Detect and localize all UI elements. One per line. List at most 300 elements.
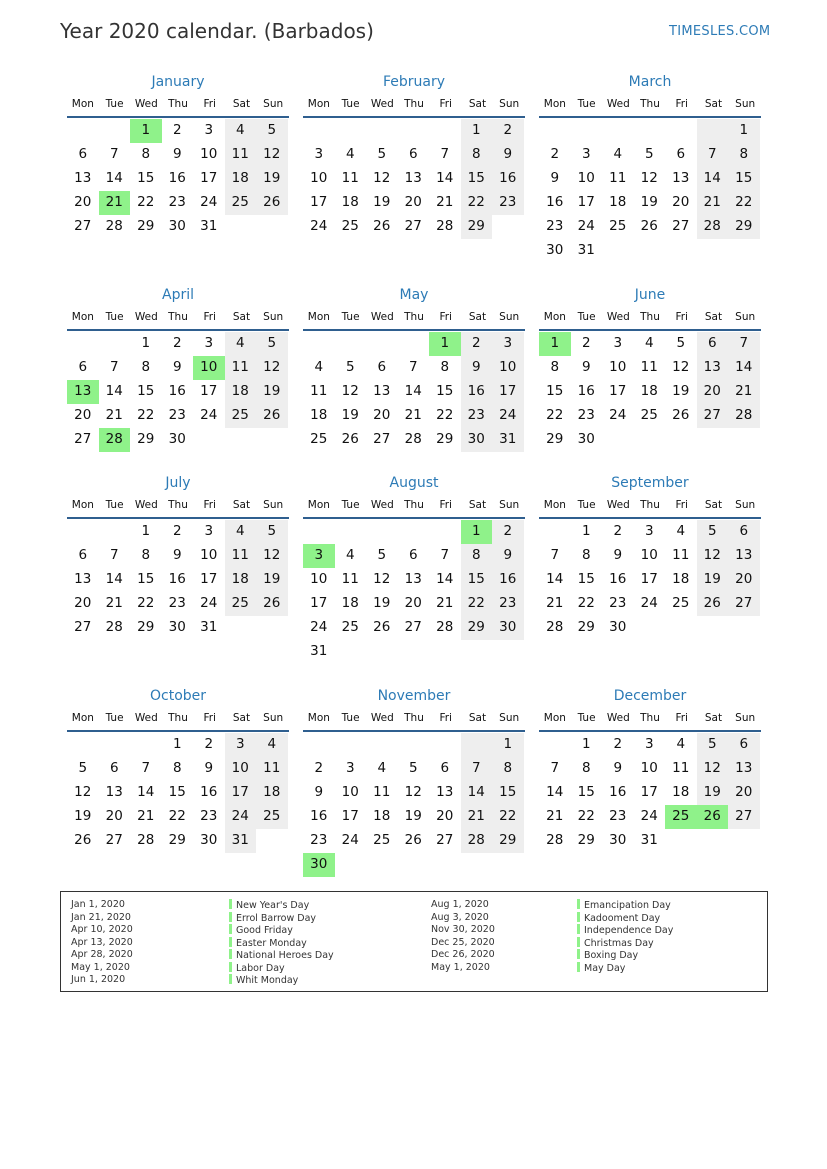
day-cell: 19 [672, 383, 690, 399]
weekday-label: Sat [232, 98, 251, 110]
legend-left-names [229, 899, 334, 987]
month-name: June [634, 287, 666, 303]
weekend-day: 18 [225, 380, 257, 404]
day-cell: 24 [310, 619, 328, 635]
weekday-label: Thu [404, 98, 424, 110]
day-cell: 6 [78, 146, 88, 162]
weekend-day: 4 [225, 332, 257, 356]
empty-cell [366, 520, 398, 544]
weekend-day: 28 [461, 829, 493, 853]
weekend-day: 18 [225, 167, 257, 191]
day-cell: 8 [550, 359, 560, 375]
day-cell: 10 [640, 760, 658, 776]
weekend-day: 1 [492, 733, 524, 757]
day-grid [67, 119, 289, 239]
day-cell: 9 [172, 547, 182, 563]
day-cell: 29 [436, 431, 454, 447]
holiday-marker-icon [229, 899, 232, 909]
day-cell: 3 [644, 523, 654, 539]
legend-entry: National Heroes Day [229, 949, 334, 962]
legend-right-dates [431, 899, 495, 974]
weekend-day: 19 [256, 167, 288, 191]
legend-entry: Dec 25, 2020 [431, 936, 495, 948]
month-name: October [149, 688, 207, 704]
holiday-marker-icon [229, 912, 232, 922]
weekday-header [539, 309, 761, 331]
day-cell: 24 [200, 595, 218, 611]
empty-cell [571, 119, 603, 143]
day-grid [539, 332, 761, 452]
weekday-label: Mon [543, 499, 566, 511]
weekend-day: 29 [461, 215, 493, 239]
day-cell: 4 [676, 523, 686, 539]
weekend-day: 13 [728, 544, 760, 568]
day-cell: 7 [550, 760, 560, 776]
day-cell: 24 [200, 407, 218, 423]
day-cell: 3 [644, 736, 654, 752]
day-cell: 13 [672, 170, 690, 186]
day-cell: 13 [74, 571, 92, 587]
weekday-label: Sat [704, 712, 723, 724]
day-cell: 18 [672, 784, 690, 800]
weekend-day: 22 [728, 191, 760, 215]
weekday-header [303, 96, 525, 118]
empty-cell [67, 520, 99, 544]
weekend-day: 11 [225, 143, 257, 167]
empty-cell [429, 520, 461, 544]
legend-entry: Aug 3, 2020 [431, 911, 489, 923]
day-cell: 13 [404, 571, 422, 587]
weekday-label: Wed [134, 98, 158, 110]
day-cell: 18 [310, 407, 328, 423]
month-may [303, 285, 525, 452]
weekday-label: Sun [263, 98, 284, 110]
legend-entry: Kadooment Day [577, 912, 673, 925]
weekday-label: Thu [404, 311, 424, 323]
day-cell: 24 [640, 595, 658, 611]
day-grid [539, 520, 761, 640]
weekend-day: 25 [225, 592, 257, 616]
weekend-day: 3 [225, 733, 257, 757]
weekday-label: Tue [341, 311, 360, 323]
day-cell: 22 [137, 407, 155, 423]
month-december [539, 686, 761, 853]
holiday-day: 1 [539, 332, 571, 356]
day-cell: 18 [373, 808, 391, 824]
day-cell: 4 [345, 547, 355, 563]
day-cell: 24 [577, 218, 595, 234]
day-grid [539, 119, 761, 263]
day-cell: 10 [609, 359, 627, 375]
weekend-day: 8 [492, 757, 524, 781]
day-cell: 14 [105, 571, 123, 587]
holiday-day: 10 [193, 356, 225, 380]
holiday-marker-icon [577, 949, 580, 959]
day-cell: 20 [436, 808, 454, 824]
month-july [67, 473, 289, 640]
day-cell: 17 [200, 571, 218, 587]
day-cell: 14 [436, 571, 454, 587]
day-cell: 12 [74, 784, 92, 800]
weekend-day: 12 [256, 544, 288, 568]
legend-entry: Jan 21, 2020 [71, 911, 131, 923]
day-cell: 1 [581, 523, 591, 539]
empty-cell [697, 119, 729, 143]
weekend-day: 16 [492, 568, 524, 592]
day-cell: 18 [341, 595, 359, 611]
weekend-day: 2 [461, 332, 493, 356]
weekend-day: 27 [697, 404, 729, 428]
weekend-day: 19 [697, 568, 729, 592]
day-cell: 21 [105, 407, 123, 423]
weekday-label: Tue [341, 712, 360, 724]
empty-cell [602, 119, 634, 143]
weekday-label: Thu [168, 712, 188, 724]
weekday-label: Thu [640, 499, 660, 511]
day-cell: 28 [404, 431, 422, 447]
weekend-day: 7 [728, 332, 760, 356]
day-cell: 27 [105, 832, 123, 848]
holiday-marker-icon [229, 949, 232, 959]
day-cell: 20 [672, 194, 690, 210]
day-cell: 15 [168, 784, 186, 800]
day-cell: 7 [141, 760, 151, 776]
day-cell: 26 [640, 218, 658, 234]
day-cell: 31 [640, 832, 658, 848]
day-cell: 20 [105, 808, 123, 824]
weekend-day: 12 [256, 356, 288, 380]
day-cell: 28 [105, 218, 123, 234]
day-cell: 11 [672, 760, 690, 776]
day-cell: 27 [404, 619, 422, 635]
weekday-label: Sun [735, 98, 756, 110]
weekday-header [67, 710, 289, 732]
weekday-label: Sun [499, 499, 520, 511]
weekend-day: 31 [225, 829, 257, 853]
weekday-label: Tue [577, 311, 596, 323]
day-cell: 14 [105, 383, 123, 399]
day-cell: 28 [105, 619, 123, 635]
day-cell: 5 [345, 359, 355, 375]
weekday-label: Wed [606, 499, 630, 511]
weekday-label: Sat [232, 499, 251, 511]
weekday-header [67, 497, 289, 519]
day-cell: 7 [550, 547, 560, 563]
day-cell: 31 [310, 643, 328, 659]
day-cell: 27 [373, 431, 391, 447]
weekend-day: 23 [492, 191, 524, 215]
empty-cell [303, 733, 335, 757]
day-cell: 20 [404, 595, 422, 611]
empty-cell [366, 733, 398, 757]
empty-cell [335, 332, 367, 356]
day-cell: 21 [137, 808, 155, 824]
weekday-label: Fri [439, 499, 452, 511]
day-cell: 30 [168, 431, 186, 447]
weekday-label: Tue [105, 98, 124, 110]
day-cell: 22 [168, 808, 186, 824]
weekend-day: 29 [461, 616, 493, 640]
weekday-label: Thu [404, 499, 424, 511]
weekend-day: 22 [461, 191, 493, 215]
weekday-header [303, 710, 525, 732]
empty-cell [303, 332, 335, 356]
weekday-label: Mon [543, 311, 566, 323]
weekend-day: 26 [697, 592, 729, 616]
day-cell: 7 [440, 146, 450, 162]
weekend-day: 26 [256, 404, 288, 428]
day-cell: 29 [168, 832, 186, 848]
day-cell: 9 [204, 760, 214, 776]
day-cell: 31 [577, 242, 595, 258]
weekday-label: Mon [71, 712, 94, 724]
day-cell: 3 [613, 335, 623, 351]
day-cell: 13 [436, 784, 454, 800]
weekend-day: 5 [697, 520, 729, 544]
empty-cell [335, 520, 367, 544]
weekend-day: 9 [461, 356, 493, 380]
day-cell: 30 [168, 619, 186, 635]
month-june [539, 285, 761, 452]
weekday-header [67, 309, 289, 331]
day-cell: 12 [404, 784, 422, 800]
day-grid [303, 119, 525, 239]
weekday-label: Wed [370, 712, 394, 724]
day-cell: 6 [440, 760, 450, 776]
day-cell: 13 [404, 170, 422, 186]
day-cell: 1 [172, 736, 182, 752]
weekend-day: 22 [461, 592, 493, 616]
weekday-label: Thu [640, 311, 660, 323]
weekend-day: 23 [492, 592, 524, 616]
day-cell: 12 [341, 383, 359, 399]
weekend-day: 5 [697, 733, 729, 757]
day-cell: 2 [550, 146, 560, 162]
day-cell: 28 [436, 218, 454, 234]
day-cell: 26 [74, 832, 92, 848]
day-cell: 2 [613, 523, 623, 539]
weekday-label: Sun [499, 98, 520, 110]
day-cell: 9 [613, 547, 623, 563]
day-cell: 29 [137, 619, 155, 635]
weekday-label: Tue [105, 499, 124, 511]
day-cell: 1 [141, 523, 151, 539]
day-cell: 2 [204, 736, 214, 752]
weekday-label: Wed [370, 499, 394, 511]
empty-cell [665, 119, 697, 143]
weekend-day: 10 [225, 757, 257, 781]
day-cell: 9 [550, 170, 560, 186]
empty-cell [366, 332, 398, 356]
legend-left-dates [71, 899, 133, 987]
day-cell: 12 [672, 359, 690, 375]
holiday-day: 25 [665, 805, 697, 829]
day-cell: 20 [404, 194, 422, 210]
day-cell: 10 [640, 547, 658, 563]
weekday-label: Fri [439, 311, 452, 323]
day-cell: 17 [310, 595, 328, 611]
day-cell: 5 [644, 146, 654, 162]
weekday-label: Fri [439, 98, 452, 110]
day-cell: 20 [74, 595, 92, 611]
day-cell: 16 [609, 784, 627, 800]
day-cell: 10 [341, 784, 359, 800]
day-cell: 16 [577, 383, 595, 399]
weekend-day: 15 [492, 781, 524, 805]
site-link[interactable]: TIMESLES.COM [669, 24, 771, 39]
day-cell: 23 [168, 194, 186, 210]
weekend-day: 20 [728, 568, 760, 592]
day-cell: 18 [609, 194, 627, 210]
day-cell: 10 [200, 547, 218, 563]
weekday-label: Thu [168, 499, 188, 511]
day-cell: 10 [577, 170, 595, 186]
day-cell: 8 [141, 547, 151, 563]
weekday-label: Mon [543, 98, 566, 110]
day-cell: 19 [74, 808, 92, 824]
weekend-day: 11 [225, 356, 257, 380]
day-cell: 29 [137, 431, 155, 447]
day-cell: 16 [168, 571, 186, 587]
weekend-day: 29 [492, 829, 524, 853]
month-name: August [389, 475, 439, 491]
day-cell: 17 [200, 170, 218, 186]
weekend-day: 17 [225, 781, 257, 805]
month-name: November [377, 688, 451, 704]
weekday-label: Wed [606, 98, 630, 110]
legend-entry: Labor Day [229, 962, 334, 975]
weekend-day: 31 [492, 428, 524, 452]
day-cell: 28 [546, 619, 564, 635]
day-cell: 15 [137, 383, 155, 399]
day-cell: 21 [546, 595, 564, 611]
day-cell: 7 [408, 359, 418, 375]
weekday-label: Wed [370, 311, 394, 323]
empty-cell [429, 733, 461, 757]
weekday-header [539, 96, 761, 118]
weekend-day: 28 [697, 215, 729, 239]
day-cell: 11 [609, 170, 627, 186]
weekday-label: Fri [203, 98, 216, 110]
weekday-label: Sun [263, 712, 284, 724]
day-cell: 3 [204, 122, 214, 138]
empty-cell [335, 119, 367, 143]
weekend-day: 15 [461, 568, 493, 592]
weekend-day: 5 [256, 332, 288, 356]
day-cell: 8 [141, 146, 151, 162]
day-cell: 25 [341, 619, 359, 635]
weekend-day: 14 [728, 356, 760, 380]
month-name: September [611, 475, 689, 491]
weekday-label: Tue [105, 712, 124, 724]
day-cell: 3 [204, 523, 214, 539]
weekday-label: Sun [499, 311, 520, 323]
weekday-label: Sat [468, 712, 487, 724]
day-cell: 13 [105, 784, 123, 800]
day-cell: 17 [200, 383, 218, 399]
weekday-label: Tue [105, 311, 124, 323]
day-cell: 10 [200, 146, 218, 162]
legend-entry: Jun 1, 2020 [71, 974, 126, 985]
day-cell: 8 [172, 760, 182, 776]
weekend-day: 3 [492, 332, 524, 356]
empty-cell [461, 733, 493, 757]
weekday-label: Mon [307, 311, 330, 323]
weekday-label: Fri [439, 712, 452, 724]
month-name: April [162, 287, 194, 303]
weekend-day: 15 [461, 167, 493, 191]
weekend-day: 14 [461, 781, 493, 805]
weekday-label: Fri [203, 712, 216, 724]
weekend-day: 6 [697, 332, 729, 356]
empty-cell [303, 119, 335, 143]
day-grid [303, 733, 525, 877]
day-grid [67, 733, 289, 853]
weekend-day: 30 [461, 428, 493, 452]
day-cell: 24 [341, 832, 359, 848]
weekday-label: Thu [404, 712, 424, 724]
day-cell: 1 [141, 335, 151, 351]
day-cell: 17 [310, 194, 328, 210]
weekend-day: 18 [225, 568, 257, 592]
legend-entry: Boxing Day [577, 949, 673, 962]
day-cell: 16 [310, 808, 328, 824]
day-cell: 23 [168, 595, 186, 611]
empty-cell [130, 733, 162, 757]
weekday-label: Thu [640, 98, 660, 110]
weekday-header [303, 497, 525, 519]
day-cell: 27 [404, 218, 422, 234]
weekend-day: 14 [697, 167, 729, 191]
day-cell: 30 [200, 832, 218, 848]
day-cell: 4 [345, 146, 355, 162]
day-cell: 16 [200, 784, 218, 800]
day-cell: 27 [672, 218, 690, 234]
weekday-label: Wed [134, 712, 158, 724]
weekday-label: Fri [675, 712, 688, 724]
weekday-label: Thu [168, 311, 188, 323]
weekday-label: Sat [468, 499, 487, 511]
day-cell: 11 [310, 383, 328, 399]
legend-entry: Aug 1, 2020 [431, 899, 489, 910]
empty-cell [67, 119, 99, 143]
month-april [67, 285, 289, 452]
empty-cell [398, 119, 430, 143]
weekday-label: Wed [134, 499, 158, 511]
day-cell: 10 [310, 571, 328, 587]
empty-cell [398, 332, 430, 356]
weekday-label: Tue [341, 499, 360, 511]
weekend-day: 28 [728, 404, 760, 428]
day-cell: 19 [640, 194, 658, 210]
weekend-day: 26 [256, 191, 288, 215]
holiday-marker-icon [229, 924, 232, 934]
weekend-day: 6 [728, 733, 760, 757]
legend-entry: Apr 13, 2020 [71, 936, 133, 948]
day-cell: 16 [168, 383, 186, 399]
day-cell: 2 [172, 523, 182, 539]
weekend-day: 15 [728, 167, 760, 191]
day-cell: 15 [436, 383, 454, 399]
weekend-day: 24 [225, 805, 257, 829]
month-august [303, 473, 525, 664]
weekend-day: 2 [492, 119, 524, 143]
legend-right-names [577, 899, 673, 974]
holiday-marker-icon [229, 962, 232, 972]
weekday-label: Wed [134, 311, 158, 323]
weekend-day: 16 [461, 380, 493, 404]
weekend-day: 21 [728, 380, 760, 404]
